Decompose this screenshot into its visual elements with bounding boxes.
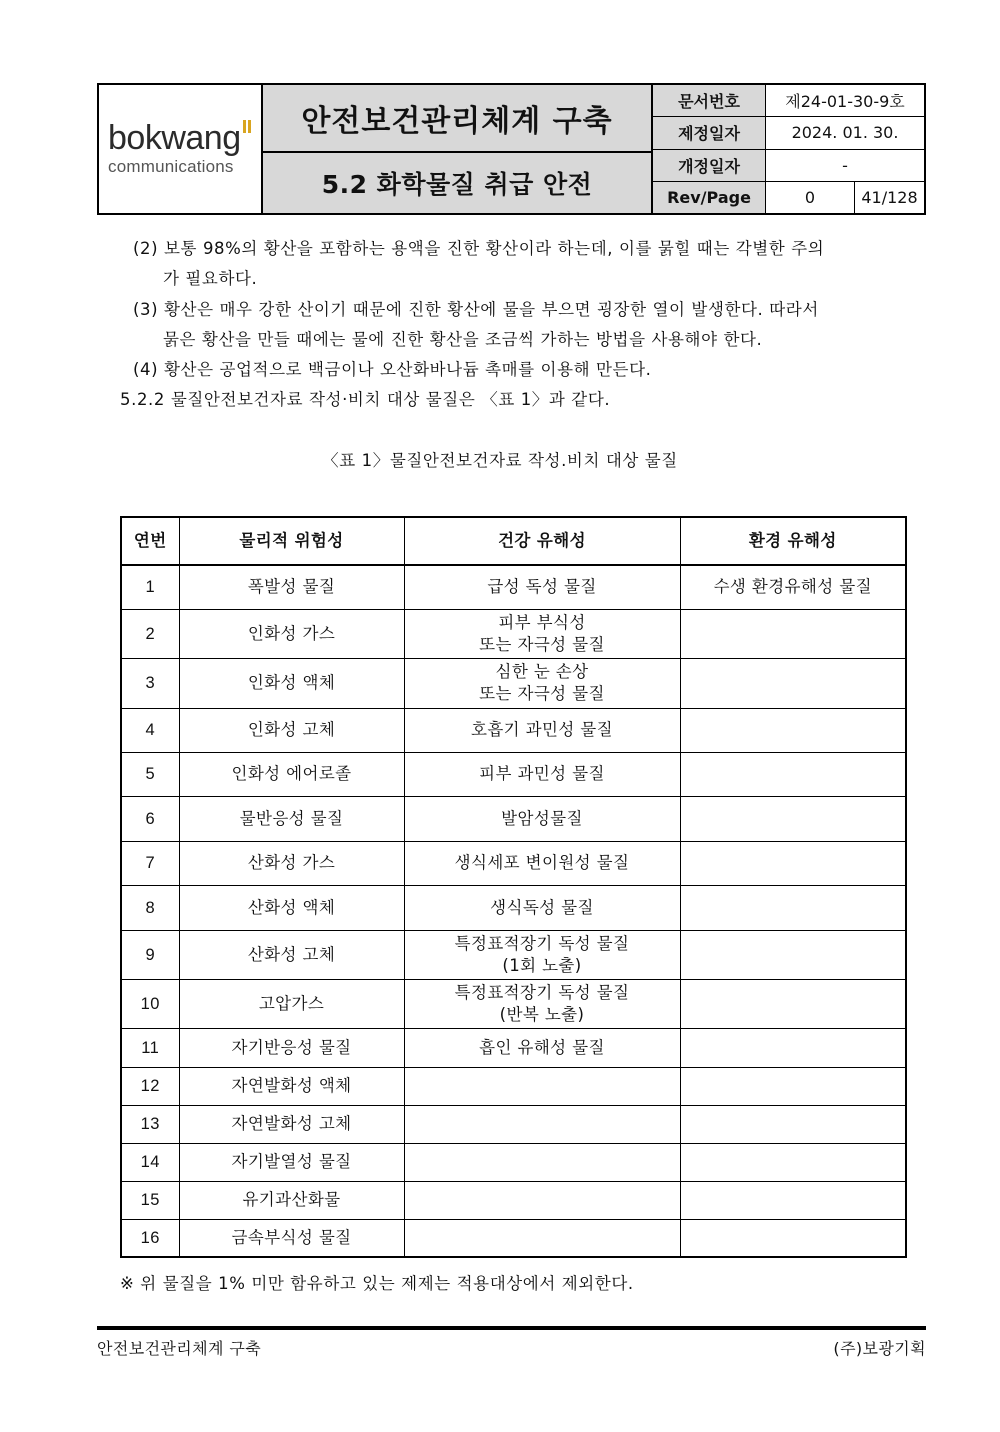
meta-row-doc-no (653, 85, 924, 117)
table-row (121, 885, 906, 930)
cell-physical: 폭발성 물질 (179, 565, 404, 609)
footer-rule (97, 1326, 926, 1330)
cell-environment (680, 1219, 906, 1257)
table-header-row (121, 517, 906, 565)
meta-value-doc-no: 제24-01-30-9호 (785, 92, 905, 112)
cell-health (404, 1067, 680, 1105)
cell-no: 16 (121, 1219, 179, 1257)
cell-physical: 자연발화성 고체 (179, 1105, 404, 1143)
col-header-health: 건강 유해성 (404, 517, 680, 565)
footer-company: (주)보광기획 (833, 1339, 926, 1358)
cell-environment (680, 752, 906, 796)
table-row (121, 708, 906, 752)
cell-health: 특정표적장기 독성 물질 (반복 노출) (404, 979, 680, 1028)
cell-physical: 산화성 액체 (179, 885, 404, 930)
cell-health: 생식세포 변이원성 물질 (404, 841, 680, 885)
cell-health: 급성 독성 물질 (404, 565, 680, 609)
cell-health: 호흡기 과민성 물질 (404, 708, 680, 752)
footer-title: 안전보건관리체계 구축 (97, 1339, 262, 1358)
cell-no: 10 (121, 979, 179, 1028)
col-header-no: 연번 (121, 517, 179, 565)
cell-physical: 금속부식성 물질 (179, 1219, 404, 1257)
cell-no: 8 (121, 885, 179, 930)
cell-no: 3 (121, 658, 179, 708)
cell-physical: 자기발열성 물질 (179, 1143, 404, 1181)
document-header (97, 83, 926, 215)
cell-environment (680, 1143, 906, 1181)
cell-physical: 인화성 고체 (179, 708, 404, 752)
cell-environment (680, 1028, 906, 1067)
cell-health: 피부 과민성 물질 (404, 752, 680, 796)
cell-no: 5 (121, 752, 179, 796)
paragraph-4: (4) 황산은 공업적으로 백금이나 오산화바나듐 촉매를 이용해 만든다. (133, 360, 652, 379)
cell-physical: 자연발화성 액체 (179, 1067, 404, 1105)
cell-no: 11 (121, 1028, 179, 1067)
cell-environment (680, 885, 906, 930)
cell-health: 흡인 유해성 물질 (404, 1028, 680, 1067)
table-row (121, 841, 906, 885)
cell-health: 특정표적장기 독성 물질 (1회 노출) (404, 930, 680, 979)
cell-environment (680, 1105, 906, 1143)
cell-no: 15 (121, 1181, 179, 1219)
cell-physical: 물반응성 물질 (179, 796, 404, 841)
cell-no: 12 (121, 1067, 179, 1105)
table-row (121, 658, 906, 708)
title-block (263, 85, 653, 213)
cell-no: 4 (121, 708, 179, 752)
cell-health (404, 1143, 680, 1181)
cell-environment (680, 708, 906, 752)
paragraph-2-line-2: 가 필요하다. (163, 269, 258, 288)
cell-no: 1 (121, 565, 179, 609)
cell-physical: 고압가스 (179, 979, 404, 1028)
paragraph-2-line-1: (2) 보통 98%의 황산을 포함하는 용액을 진한 황산이라 하는데, 이를 묽힐 때는 각별한 주의 (133, 239, 825, 258)
paragraph-3-line-1: (3) 황산은 매우 강한 산이기 때문에 진한 황산에 물을 부으면 굉장한 열이 발생한다. 따라서 (133, 300, 819, 319)
meta-value-rev: 0 (766, 182, 855, 213)
cell-no: 2 (121, 609, 179, 658)
meta-label: 문서번호 (653, 85, 766, 116)
meta-value-revised: - (842, 155, 848, 175)
cell-physical: 자기반응성 물질 (179, 1028, 404, 1067)
cell-environment (680, 658, 906, 708)
meta-value-page: 41/128 (861, 187, 918, 207)
cell-no: 14 (121, 1143, 179, 1181)
meta-value-created: 2024. 01. 30. (791, 123, 899, 143)
cell-environment (680, 1181, 906, 1219)
cell-no: 7 (121, 841, 179, 885)
table-row (121, 979, 906, 1028)
table-row (121, 752, 906, 796)
table-row (121, 930, 906, 979)
meta-row-rev-page (653, 182, 924, 213)
document-meta (653, 85, 924, 213)
paragraph-3-line-2: 묽은 황산을 만들 때에는 물에 진한 황산을 조금씩 가하는 방법을 사용해야 한다. (163, 330, 763, 349)
cell-no: 6 (121, 796, 179, 841)
table-row (121, 1028, 906, 1067)
table-row (121, 1143, 906, 1181)
cell-health: 심한 눈 손상 또는 자극성 물질 (404, 658, 680, 708)
meta-label: Rev/Page (653, 182, 766, 213)
logo-wordmark: bokwang (108, 119, 241, 157)
table-note: ※ 위 물질을 1% 미만 함유하고 있는 제제는 적용대상에서 제외한다. (120, 1274, 634, 1293)
cell-no: 13 (121, 1105, 179, 1143)
cell-physical: 인화성 액체 (179, 658, 404, 708)
cell-environment (680, 1067, 906, 1105)
cell-environment (680, 609, 906, 658)
table-row (121, 1181, 906, 1219)
hazard-table (120, 516, 907, 1258)
table-row (121, 1105, 906, 1143)
cell-physical: 유기과산화물 (179, 1181, 404, 1219)
cell-health (404, 1219, 680, 1257)
cell-environment: 수생 환경유해성 물질 (680, 565, 906, 609)
logo-subtext: communications (108, 157, 234, 176)
table-row (121, 1067, 906, 1105)
table-row (121, 565, 906, 609)
cell-physical: 인화성 가스 (179, 609, 404, 658)
col-header-physical: 물리적 위험성 (179, 517, 404, 565)
cell-physical: 산화성 가스 (179, 841, 404, 885)
meta-row-revised (653, 150, 924, 182)
col-header-environment: 환경 유해성 (680, 517, 906, 565)
cell-no: 9 (121, 930, 179, 979)
cell-health: 피부 부식성 또는 자극성 물질 (404, 609, 680, 658)
cell-environment (680, 930, 906, 979)
cell-health: 생식독성 물질 (404, 885, 680, 930)
cell-health: 발암성물질 (404, 796, 680, 841)
table-row (121, 1219, 906, 1257)
cell-health (404, 1105, 680, 1143)
section-title: 5.2 화학물질 취급 안전 (321, 170, 593, 199)
meta-row-created (653, 117, 924, 149)
document-title: 안전보건관리체계 구축 (263, 85, 651, 153)
cell-health (404, 1181, 680, 1219)
cell-physical: 인화성 에어로졸 (179, 752, 404, 796)
section-5-2-2: 5.2.2 물질안전보건자료 작성·비치 대상 물질은 〈표 1〉과 같다. (120, 390, 611, 409)
cell-environment (680, 979, 906, 1028)
table-caption: 〈표 1〉물질안전보건자료 작성.비치 대상 물질 (322, 451, 678, 470)
meta-label: 제정일자 (653, 117, 766, 148)
meta-label: 개정일자 (653, 150, 766, 181)
table-row (121, 609, 906, 658)
cell-physical: 산화성 고체 (179, 930, 404, 979)
logo-mark-icon (243, 105, 253, 139)
cell-environment (680, 841, 906, 885)
cell-environment (680, 796, 906, 841)
table-row (121, 796, 906, 841)
company-logo (99, 85, 263, 213)
